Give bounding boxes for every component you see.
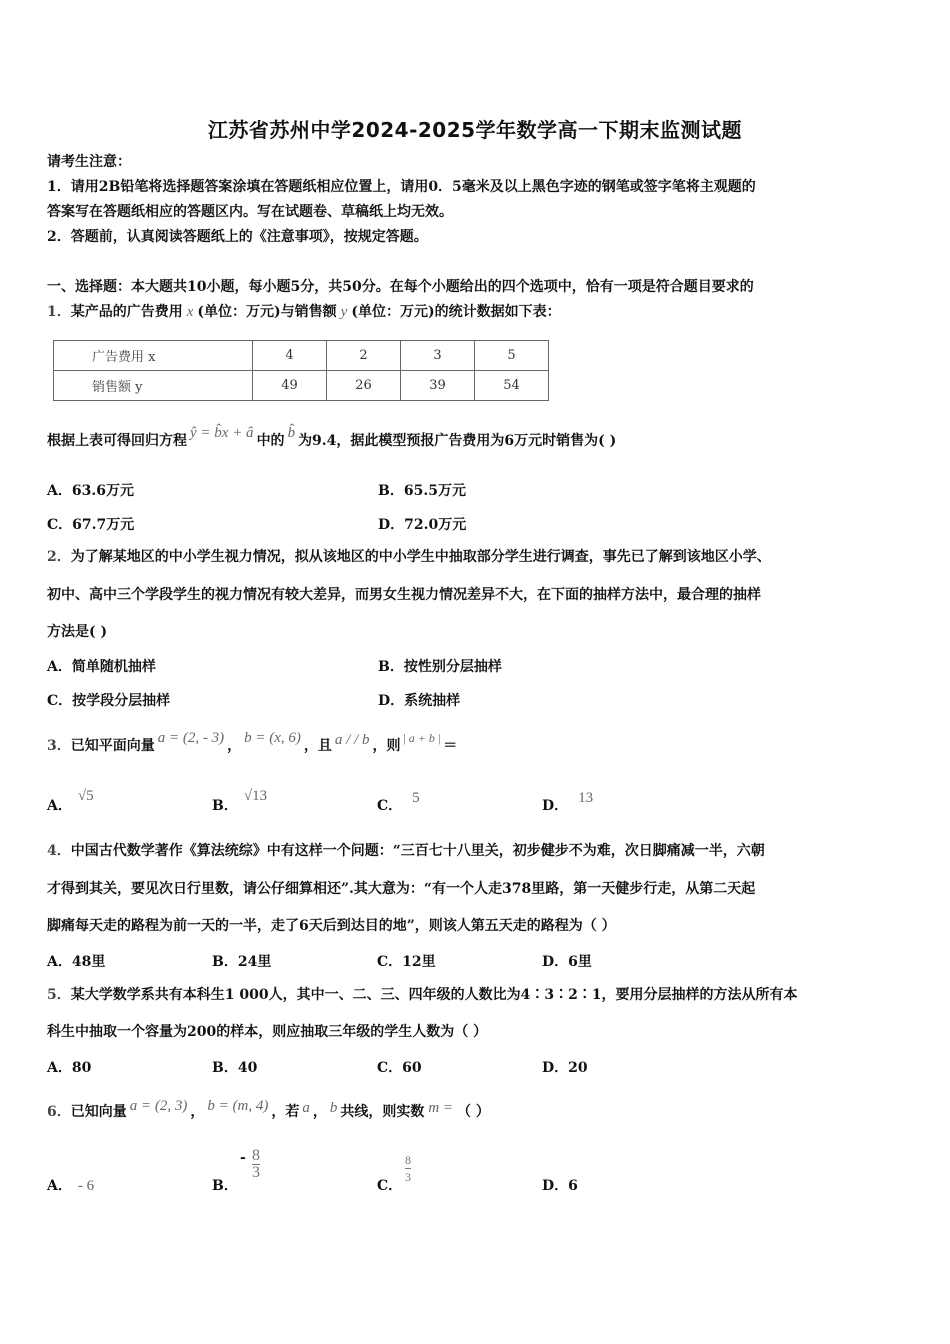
regression-equation: ŷ = b̂x + â <box>190 425 254 441</box>
table-row <box>54 371 549 401</box>
question-3-stem: 3．已知平面向量 a = (2, - 3) ， b = (x, 6) ，且 a / / b ，则 | a + b | ＝ <box>47 730 458 754</box>
option-b[interactable]: B． <box>212 1178 238 1194</box>
vector-b: b = (x, 6) <box>244 730 301 746</box>
option-b-sign: - <box>240 1150 246 1166</box>
question-4-line-1: 4．中国古代数学著作《算法统综》中有这样一个问题：“三百七十八里关，初步健步不为难，次日脚痛减一半，六朝 <box>47 843 765 859</box>
question-2-line-1: 2．为了解某地区的中小学生视力情况，拟从该地区的中小学生中抽取部分学生进行调查，事先已了解到该地区小学、 <box>47 549 771 565</box>
vector-a-symbol: a <box>302 1100 310 1116</box>
option-a[interactable]: A．63.6万元 <box>47 483 134 499</box>
option-d[interactable]: D．6 <box>542 1178 578 1194</box>
table-row-label: 广告费用 x <box>54 341 253 371</box>
table-cell: 3 <box>401 341 475 371</box>
table-cell: 5 <box>475 341 549 371</box>
notice-item-1: 1．请用2B铅笔将选择题答案涂填在答题纸相应位置上，请用0．5毫米及以上黑色字迹的钢笔或签字笔将主观题的 <box>47 179 756 195</box>
option-c[interactable]: C．按学段分层抽样 <box>47 693 171 709</box>
vector-a: a = (2, 3) <box>129 1098 188 1114</box>
question-number: 3． <box>47 738 71 754</box>
math-y: y <box>340 304 348 320</box>
math-b-hat: b̂ <box>287 425 296 441</box>
option-b[interactable]: B．按性别分层抽样 <box>378 659 502 675</box>
option-a[interactable]: A．48里 <box>47 954 106 970</box>
option-c[interactable]: C．67.7万元 <box>47 517 135 533</box>
page-title: 江苏省苏州中学2024-2025学年数学高一下期末监测试题 <box>207 118 743 142</box>
question-6-stem: 6．已知向量 a = (2, 3) ， b = (m, 4) ，若 a ， b 共线，则实数 m = （ ） <box>47 1098 490 1120</box>
option-b[interactable]: B．40 <box>212 1060 258 1076</box>
table-row <box>54 341 549 371</box>
question-number: 6． <box>47 1104 71 1120</box>
option-c[interactable]: C．60 <box>377 1060 422 1076</box>
section-heading: 一、选择题：本大题共10小题，每小题5分，共50分。在每个小题给出的四个选项中，恰有一项是符合题目要求的 <box>47 279 754 295</box>
option-a[interactable]: A．√5 <box>47 788 94 814</box>
question-5-line-2: 科生中抽取一个容量为200的样本，则应抽取三年级的学生人数为（ ） <box>47 1024 488 1040</box>
option-c[interactable]: C．12里 <box>377 954 436 970</box>
fraction: $\frac{8}{3}$ <box>252 1147 260 1181</box>
option-a[interactable]: A．简单随机抽样 <box>47 659 156 675</box>
variable-m: m = <box>428 1100 454 1116</box>
option-a[interactable]: A． - 6 <box>47 1178 95 1194</box>
vector-a: a = (2, - 3) <box>157 730 225 746</box>
question-number: 1． <box>47 304 71 320</box>
table-cell: 2 <box>327 341 401 371</box>
option-d[interactable]: D．6里 <box>542 954 592 970</box>
question-4-line-3: 脚痛每天走的路程为前一天的一半，走了6天后到达目的地”，则该人第五天走的路程为（ ） <box>47 918 616 934</box>
table-cell: 26 <box>327 371 401 401</box>
option-c[interactable]: C． 5 <box>377 790 420 814</box>
question-1-body: 根据上表可得回归方程 ŷ = b̂x + â 中的 b̂ 为9.4，据此模型预报广告费用为6万元时销售为( ) <box>47 425 617 449</box>
question-1-stem: 1．某产品的广告费用 x (单位：万元)与销售额 y (单位：万元)的统计数据如下表： <box>47 304 561 320</box>
option-d[interactable]: D．20 <box>542 1060 588 1076</box>
question-number: 4． <box>47 843 71 859</box>
option-d[interactable]: D．72.0万元 <box>378 517 467 533</box>
table-cell: 4 <box>253 341 327 371</box>
option-b[interactable]: B．65.5万元 <box>378 483 466 499</box>
table-cell: 39 <box>401 371 475 401</box>
vector-b: b = (m, 4) <box>207 1098 269 1114</box>
question-number: 5． <box>47 987 71 1003</box>
vector-sum-magnitude: | a + b | <box>402 731 442 745</box>
fraction: $\frac{8}{3}$ <box>405 1153 411 1184</box>
vector-b-symbol: b <box>329 1100 338 1116</box>
table-row-label: 销售额 y <box>54 371 253 401</box>
question-2-line-3: 方法是( ) <box>47 624 108 640</box>
notice-item-1-cont: 答案写在答题纸相应的答题区内。写在试题卷、草稿纸上均无效。 <box>47 204 453 220</box>
question-2-line-2: 初中、高中三个学段学生的视力情况有较大差异，而男女生视力情况差异不大，在下面的抽样方法中，最合理的抽样 <box>47 587 761 603</box>
question-5-line-1: 5．某大学数学系共有本科生1 000人，其中一、二、三、四年级的人数比为4∶3∶2∶1，要用分层抽样的方法从所有本 <box>47 987 798 1003</box>
option-d[interactable]: D． 13 <box>542 790 594 814</box>
notice-heading: 请考生注意： <box>47 154 131 170</box>
option-b[interactable]: B．24里 <box>212 954 272 970</box>
table-cell: 54 <box>475 371 549 401</box>
table-cell: 49 <box>253 371 327 401</box>
option-d[interactable]: D．系统抽样 <box>378 693 461 709</box>
data-table <box>53 340 549 401</box>
option-b[interactable]: B．√13 <box>212 788 268 814</box>
question-4-line-2: 才得到其关，要见次日行里数，请公仔细算相还”.其大意为：“有一个人走378里路，第一天健步行走，从第二天起 <box>47 881 756 897</box>
parallel-relation: a / / b <box>334 732 370 748</box>
option-c[interactable]: C． <box>377 1178 403 1194</box>
option-a[interactable]: A．80 <box>47 1060 92 1076</box>
question-number: 2． <box>47 549 71 565</box>
notice-item-2: 2．答题前，认真阅读答题纸上的《注意事项》，按规定答题。 <box>47 229 428 245</box>
math-x: x <box>186 304 194 320</box>
